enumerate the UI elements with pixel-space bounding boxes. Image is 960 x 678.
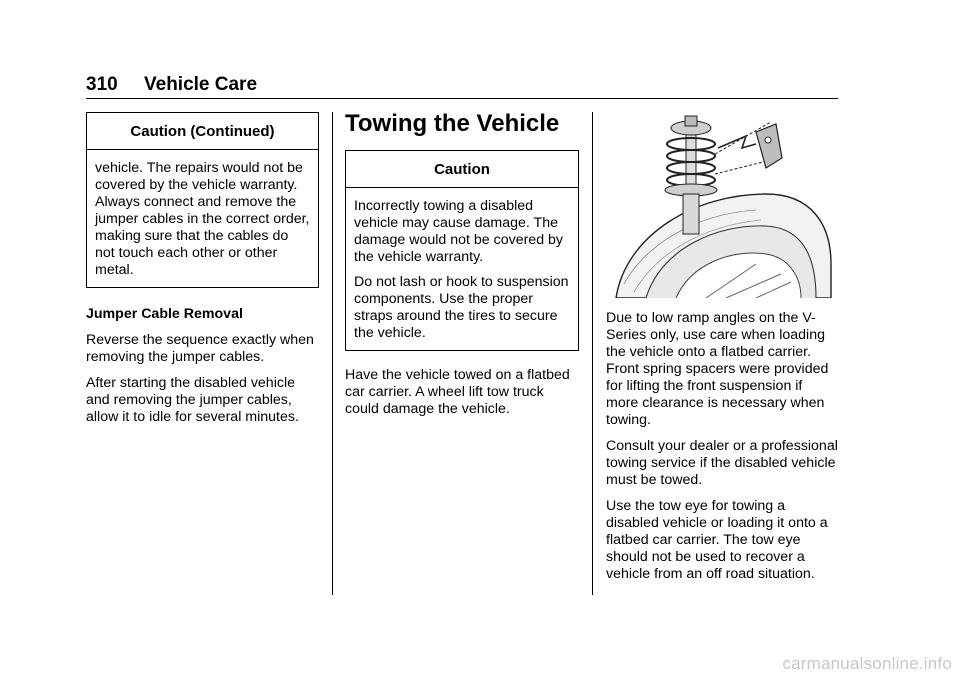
column-divider-right: [592, 112, 593, 595]
jumper-cable-removal-heading: Jumper Cable Removal: [86, 306, 243, 322]
paragraph: Consult your dealer or a professional towing service if the disabled vehicle must be towed.: [606, 438, 838, 488]
header-divider: [86, 98, 838, 99]
left-column: [86, 112, 319, 435]
page-number: 310: [86, 74, 118, 95]
page-header: [86, 74, 257, 96]
caution-title: Caution: [346, 151, 578, 188]
section-title: Vehicle Care: [144, 74, 258, 95]
caution-body: [87, 150, 318, 287]
paragraph: Due to low ramp angles on the V-Series only, use care when loading the vehicle onto a flatbed carrier. Front spring spacers were provided for lifting the front suspension if more clearance is necessary when towing.: [606, 310, 829, 428]
paragraph: Have the vehicle towed on a flatbed car carrier. A wheel lift tow truck could damage the vehicle.: [345, 367, 570, 417]
right-column: [606, 114, 838, 592]
caution-text: Do not lash or hook to suspension components. Use the proper straps around the tires to secure the vehicle.: [354, 274, 569, 341]
paragraph: Use the tow eye for towing a disabled vehicle or loading it onto a flatbed car carrier. The tow eye should not be used to recover a vehicle from an off road situation.: [606, 498, 828, 582]
caution-body: [346, 188, 578, 350]
paragraph: After starting the disabled vehicle and removing the jumper cables, allow it to idle for several minutes.: [86, 375, 299, 425]
caution-box: [345, 150, 579, 351]
front-spring-spacer-illustration: [606, 114, 838, 298]
caution-text: vehicle. The repairs would not be covered by the vehicle warranty. Always connect and remove the jumper cables in the correct order, making sure that the cables do not touch each other or other metal.: [95, 160, 310, 278]
caution-title: Caution (Continued): [87, 113, 318, 150]
caution-box-continued: [86, 112, 319, 288]
caution-text: Incorrectly towing a disabled vehicle may cause damage. The damage would not be covered by the vehicle warranty.: [354, 198, 564, 265]
watermark: carmanualsonline.info: [782, 654, 952, 673]
middle-column: [345, 110, 579, 427]
paragraph: Reverse the sequence exactly when removing the jumper cables.: [86, 332, 314, 365]
towing-heading: Towing the Vehicle: [345, 110, 560, 137]
column-divider-left: [332, 112, 333, 595]
